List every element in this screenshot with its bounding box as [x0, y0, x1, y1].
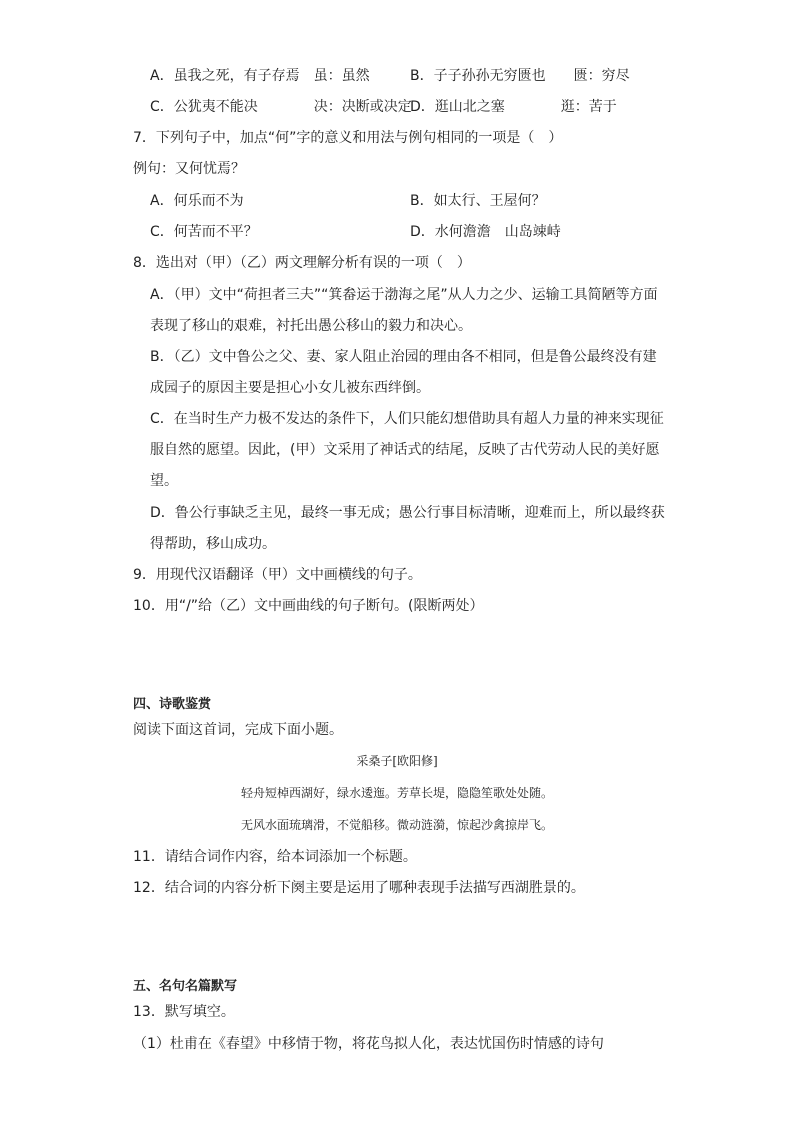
section4-intro: 阅读下面这首词，完成下面小题。 [133, 722, 343, 738]
q7-option-d: D．水何澹澹 山岛竦峙 [410, 224, 561, 240]
q13-text: 13．默写填空。 [133, 1004, 235, 1020]
q8-option-a-line2: 表现了移山的艰难，衬托出愚公移山的毅力和决心。 [150, 318, 472, 334]
q12-text: 12．结合词的内容分析下阕主要是运用了哪种表现手法描写西湖胜景的。 [133, 880, 585, 896]
q6-option-b: B．子子孙孙无穷匮也 匮：穷尽 [410, 68, 630, 84]
q10-text: 10．用“/”给（乙）文中画曲线的句子断句。(限断两处） [133, 598, 484, 614]
q6-option-d: D．逛山北之塞 逛：苦于 [410, 99, 617, 115]
q7-stem: 7．下列句子中，加点“何”字的意义和用法与例句相同的一项是（ ） [133, 130, 563, 146]
q8-option-c-line3: 望。 [150, 473, 178, 489]
q9-text: 9．用现代汉语翻译（甲）文中画横线的句子。 [133, 567, 422, 583]
q8-option-a-line1: A．（甲）文中“荷担者三夫”“箕畚运于渤海之尾”从人力之少、运输工具简陋等方面 [150, 287, 658, 303]
section4-heading: 四、诗歌鉴赏 [133, 697, 212, 712]
poem-title: 采桑子[欧阳修] [356, 754, 438, 768]
q6-option-a: A．虽我之死，有子存焉 虽：虽然 [150, 68, 370, 84]
q7-option-a: A．何乐而不为 [150, 193, 244, 209]
q6-option-c: C．公犹夷不能决 决：决断或决定 [150, 99, 412, 115]
section5-heading: 五、名句名篇默写 [133, 979, 238, 994]
q8-option-b-line1: B．（乙）文中鲁公之父、妻、家人阻止治园的理由各不相同，但是鲁公最终没有建 [150, 349, 657, 365]
q7-option-c: C．何苦而不平？ [150, 224, 258, 240]
q8-option-c-line1: C．在当时生产力极不发达的条件下，人们只能幻想借助具有超人力量的神来实现征 [150, 411, 664, 427]
q7-example: 例句：又何忧焉？ [133, 161, 245, 177]
q8-stem: 8．选出对（甲）（乙）两文理解分析有误的一项（ ） [133, 255, 471, 271]
q8-option-b-line2: 成园子的原因主要是担心小女儿被东西绊倒。 [150, 380, 430, 396]
q8-option-d-line2: 得帮助，移山成功。 [150, 536, 276, 552]
q13-1-text: （1）杜甫在《春望》中移情于物，将花鸟拟人化，表达忧国伤时情感的诗句 [133, 1036, 604, 1052]
poem-line-1: 轻舟短棹西湖好，绿水逶迤。芳草长堤，隐隐笙歌处处随。 [240, 786, 553, 800]
q11-text: 11．请结合词作内容，给本词添加一个标题。 [133, 849, 417, 865]
q8-option-c-line2: 服自然的愿望。因此，(甲）文采用了神话式的结尾，反映了古代劳动人民的美好愿 [150, 442, 660, 458]
q8-option-d-line1: D．鲁公行事缺乏主见，最终一事无成；愚公行事目标清晰，迎难而上，所以最终获 [150, 505, 665, 521]
q7-option-b: B．如太行、王屋何？ [410, 193, 546, 209]
poem-line-2: 无风水面琉璃滑，不觉船移。微动涟漪，惊起沙禽掠岸飞。 [240, 818, 553, 832]
